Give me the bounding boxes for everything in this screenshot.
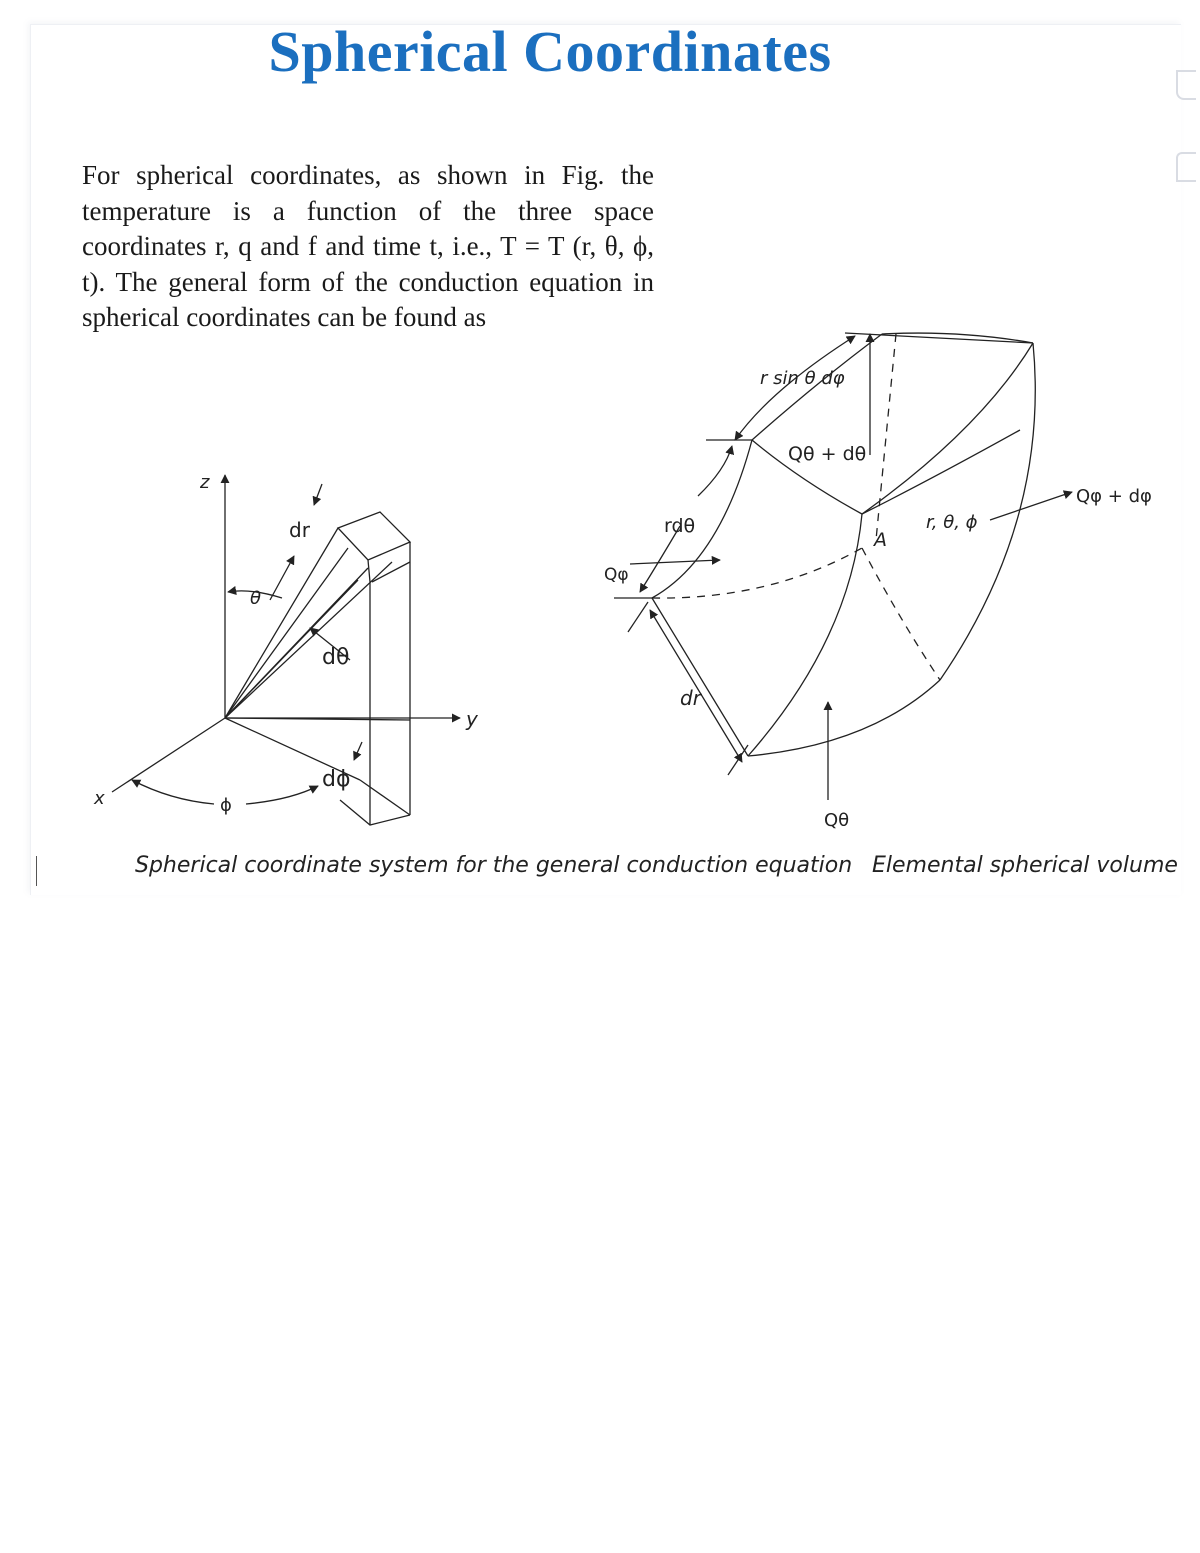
dr-label: dr: [289, 518, 310, 542]
x-axis-label: x: [94, 788, 105, 809]
r-theta-phi-label: r, θ, ϕ: [926, 512, 978, 533]
q-theta-label: Qθ: [824, 810, 850, 831]
x-axis: [112, 718, 225, 792]
page-title: Spherical Coordinates: [268, 19, 832, 84]
phi-label: ϕ: [220, 795, 232, 816]
right-diagram: [614, 333, 1072, 800]
q-phi-plus-label: Qφ + dφ: [1076, 486, 1152, 507]
left-caption: Spherical coordinate system for the general conduction equation: [135, 853, 853, 878]
dr-right-label: dr: [680, 686, 701, 710]
r-dtheta-label: rdθ: [664, 515, 696, 537]
body-paragraph: For spherical coordinates, as shown in Fig. the temperature is a function of the three space coordinates r, q and f and time t, i.e., T = T (r, θ, ϕ, t). The general form of the conduction equation in spherical coordinates can be found as: [82, 160, 654, 332]
y-axis-label: y: [466, 707, 478, 731]
dtheta-label: dθ: [322, 645, 350, 670]
q-phi-label: Qφ: [604, 565, 629, 585]
dphi-label: dϕ: [322, 767, 351, 792]
right-caption: Elemental spherical volume: [872, 853, 1178, 878]
theta-label: θ: [250, 588, 262, 609]
left-diagram: [112, 475, 460, 825]
point-a-label: A: [874, 529, 887, 551]
r-sin-theta-dphi-label: r sin θ dφ: [760, 368, 845, 389]
q-theta-plus-label: Qθ + dθ: [788, 443, 867, 465]
z-axis-label: z: [200, 472, 210, 493]
